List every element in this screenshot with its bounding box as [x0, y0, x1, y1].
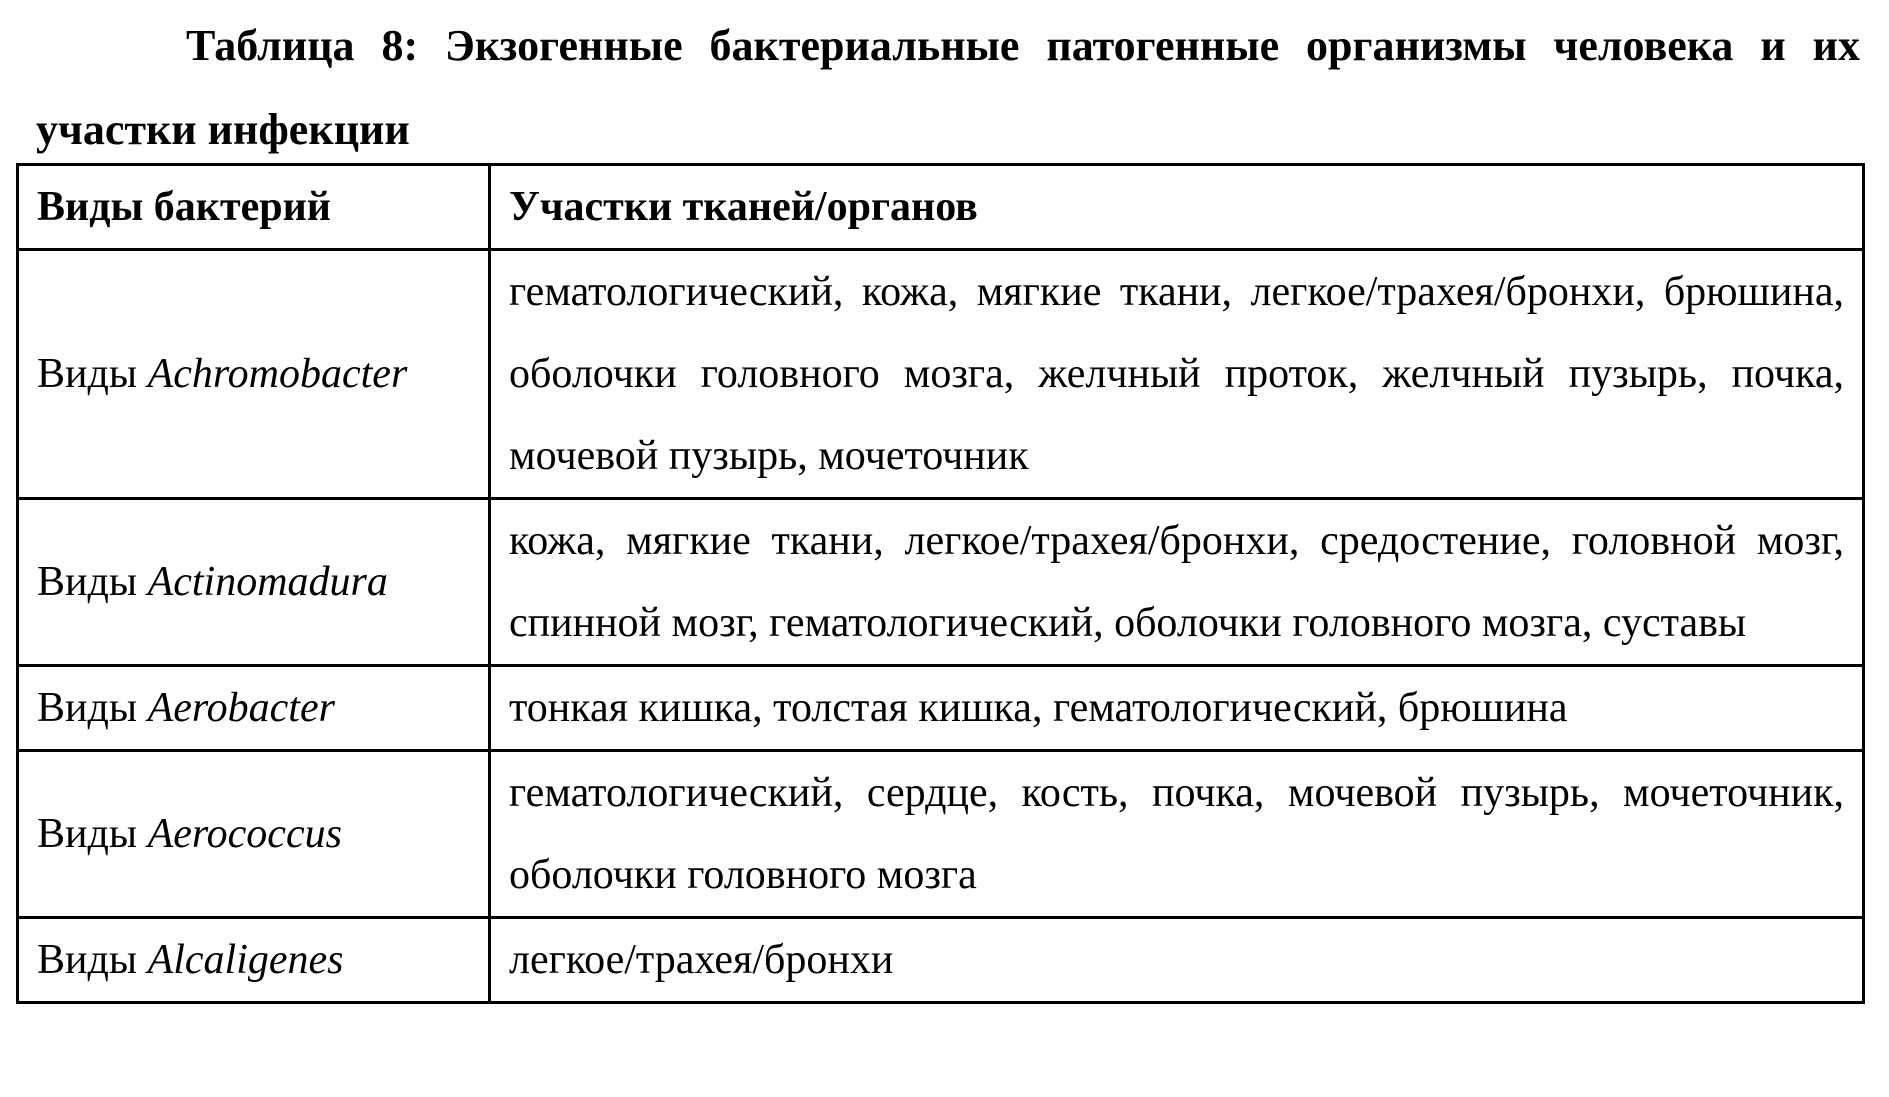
organism-cell	[18, 666, 490, 751]
table-caption: Таблица 8: Экзогенные бактериальные патогенные организмы человека и их участки инфекции	[36, 21, 1860, 154]
bacteria-table	[16, 163, 1865, 1004]
organism-prefix: Виды	[37, 559, 138, 605]
organism-genus: Aerococcus	[147, 811, 342, 857]
organism-cell	[18, 499, 490, 666]
sites-cell: кожа, мягкие ткани, легкое/трахея/бронхи, средостение, головной мозг, спинной мозг, гематологический, оболочки головного мозга, суставы	[490, 499, 1864, 666]
organism-prefix: Виды	[37, 351, 138, 397]
header-tissue-sites: Участки тканей/органов	[490, 165, 1864, 250]
table-row	[18, 666, 1864, 751]
header-bacteria-species: Виды бактерий	[18, 165, 490, 250]
organism-prefix: Виды	[37, 685, 138, 731]
organism-cell	[18, 250, 490, 499]
organism-genus: Alcaligenes	[147, 937, 344, 983]
sites-cell: гематологический, сердце, кость, почка, мочевой пузырь, мочеточник, оболочки головного мозга	[490, 751, 1864, 918]
sites-cell: легкое/трахея/бронхи	[490, 918, 1864, 1003]
table-row	[18, 250, 1864, 499]
table-row	[18, 499, 1864, 666]
sites-cell: гематологический, кожа, мягкие ткани, легкое/трахея/бронхи, брюшина, оболочки головного мозга, желчный проток, желчный пузырь, почка, мочевой пузырь, мочеточник	[490, 250, 1864, 499]
organism-genus: Achromobacter	[147, 351, 408, 397]
sites-cell: тонкая кишка, толстая кишка, гематологический, брюшина	[490, 666, 1864, 751]
organism-cell	[18, 751, 490, 918]
organism-cell	[18, 918, 490, 1003]
table-row	[18, 751, 1864, 918]
table-header-row	[18, 165, 1864, 250]
organism-prefix: Виды	[37, 811, 138, 857]
table-row	[18, 918, 1864, 1003]
organism-prefix: Виды	[37, 937, 138, 983]
organism-genus: Aerobacter	[147, 685, 335, 731]
organism-genus: Actinomadura	[147, 559, 388, 605]
